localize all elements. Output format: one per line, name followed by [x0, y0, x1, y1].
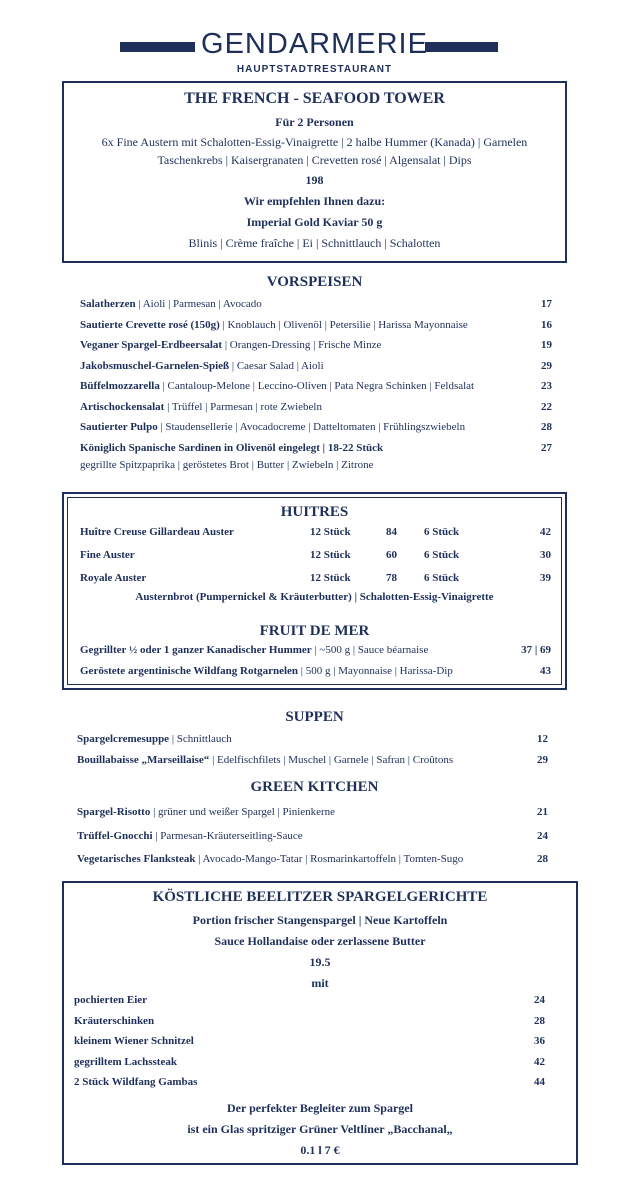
dish-price: 28	[537, 853, 548, 865]
dish-description: | Aioli | Parmesan | Avocado	[135, 298, 262, 310]
dish-price: 27	[541, 441, 552, 454]
dish-description: | Avocado-Mango-Tatar | Rosmarinkartoffeln | Tomten-Sugo	[195, 853, 464, 865]
dish-name: Veganer Spargel-Erdbeersalat	[80, 339, 223, 351]
menu-item	[77, 733, 232, 745]
oyster-price-6: 30	[540, 549, 551, 561]
dish-price: 23	[541, 380, 552, 392]
dish-description: | Orangen-Dressing | Frische Minze	[222, 339, 382, 351]
section-title-huitres: HUITRES	[280, 504, 349, 520]
oyster-qty-6: 6 Stück	[424, 526, 460, 538]
dish-name: Büffelmozzarella	[80, 380, 160, 392]
dish-name: Jakobsmuschel-Garnelen-Spieß	[80, 359, 230, 372]
recommend-heading: Wir empfehlen Ihnen dazu:	[243, 194, 386, 208]
dish-name: kleinem Wiener Schnitzel	[74, 1035, 194, 1047]
section-title-spargel: KÖSTLICHE BEELITZER SPARGELGERICHTE	[152, 889, 488, 905]
dish-name: Sautierter Pulpo	[80, 421, 158, 433]
menu-item	[77, 853, 463, 865]
dish-price: 12	[537, 733, 548, 745]
austernbrot: Austernbrot (Pumpernickel & Kräuterbutter) | Schalotten-Essig-Vinaigrette	[135, 591, 494, 603]
spargel-line1: Portion frischer Stangenspargel | Neue Kartoffeln	[192, 913, 448, 927]
oyster-qty-12: 12 Stück	[310, 549, 351, 561]
menu-item	[77, 830, 303, 842]
dish-description: | Edelfischfilets | Muschel | Garnele | Safran | Croûtons	[209, 754, 454, 766]
spargel-mit: mit	[311, 976, 329, 990]
oyster-price-12: 78	[386, 572, 397, 584]
seafood-tower-line1: 6x Fine Austern mit Schalotten-Essig-Vinaigrette | 2 halbe Hummer (Kanada) | Garnelen	[101, 135, 528, 149]
seafood-tower-box	[62, 81, 567, 263]
dish-name: Trüffel-Gnocchi	[77, 829, 153, 842]
section-title-suppen: SUPPEN	[285, 709, 344, 725]
seafood-box	[62, 492, 567, 690]
seafood-tower-persons: Für 2 Personen	[275, 115, 354, 129]
dish-name: Sautierte Crevette rosé (150g)	[80, 318, 220, 331]
dish-description: | Schnittlauch	[169, 733, 232, 745]
sardinen-sides: gegrillte Spitzpaprika | geröstetes Brot | Butter | Zwiebeln | Zitrone	[80, 459, 374, 471]
dish-name: Spargel-Risotto	[77, 806, 151, 818]
dish-name: 2 Stück Wildfang Gambas	[74, 1076, 198, 1088]
oyster-qty-12: 12 Stück	[310, 572, 351, 584]
seafood-tower-title: THE FRENCH - SEAFOOD TOWER	[184, 90, 445, 107]
dish-price: 24	[534, 994, 545, 1006]
dish-description: | grüner und weißer Spargel | Pinienkerne	[150, 806, 336, 818]
dish-name: Gegrillter ½ oder 1 ganzer Kanadischer Hummer	[80, 644, 312, 656]
seafood-tower-price: 198	[305, 173, 324, 187]
menu-item	[74, 1015, 154, 1027]
dish-price: 16	[541, 318, 552, 331]
dish-description: | Caesar Salad | Aioli	[229, 359, 324, 372]
menu-item	[80, 339, 381, 351]
caviar-item: Imperial Gold Kaviar 50 g	[246, 215, 383, 229]
dish-description: | Knoblauch | Olivenöl | Petersilie | Harissa Mayonnaise	[219, 318, 468, 331]
menu-item	[80, 380, 474, 392]
dish-name: Vegetarisches Flanksteak	[77, 853, 196, 865]
seafood-tower-line2: Taschenkrebs | Kaisergranaten | Crevetten rosé | Algensalat | Dips	[157, 153, 472, 167]
menu-item	[80, 421, 465, 433]
oyster-price-12: 84	[386, 526, 397, 538]
dish-price: 24	[537, 829, 548, 842]
menu-item	[80, 298, 262, 310]
dish-name: Spargelcremesuppe	[77, 733, 170, 745]
menu-item	[80, 360, 324, 372]
dish-price: 17	[541, 298, 552, 310]
dish-name: Geröstete argentinische Wildfang Rotgarnelen	[80, 665, 299, 677]
dish-price: 19	[541, 339, 552, 351]
oyster-price-6: 42	[540, 526, 551, 538]
dish-price: 28	[541, 421, 552, 433]
menu-item	[80, 442, 383, 454]
oyster-qty-6: 6 Stück	[424, 572, 460, 584]
dish-price: 21	[537, 806, 548, 818]
dish-price: 43	[540, 665, 551, 677]
spargel-price: 19.5	[309, 955, 331, 969]
menu-item	[74, 1035, 194, 1047]
dish-description: | Trüffel | Parmesan | rote Zwiebeln	[164, 400, 322, 413]
dish-description: | 500 g | Mayonnaise | Harissa-Dip	[298, 665, 453, 677]
dish-name: pochierten Eier	[74, 994, 148, 1006]
menu-item	[74, 994, 147, 1006]
menu-item	[80, 401, 322, 413]
dish-name: Bouillabaisse „Marseillaise“	[77, 754, 210, 766]
dish-name: gegrilltem Lachssteak	[74, 1055, 177, 1068]
menu-item	[80, 644, 428, 656]
dish-price: 29	[537, 754, 548, 766]
dish-name: Salatherzen	[80, 298, 136, 310]
restaurant-subtitle: HAUPTSTADTRESTAURANT	[236, 64, 393, 75]
wine-line1: Der perfekter Begleiter zum Spargel	[227, 1101, 413, 1115]
restaurant-logo: GENDARMERIE	[201, 28, 428, 60]
oyster-price-6: 39	[540, 572, 551, 584]
wine-line3: 0.1 l 7 €	[300, 1143, 340, 1157]
menu-item	[74, 1056, 177, 1068]
dish-price: 36	[534, 1035, 545, 1047]
section-title-green-kitchen: GREEN KITCHEN	[250, 779, 379, 795]
menu-item	[77, 806, 335, 818]
oyster-qty-12: 12 Stück	[310, 526, 351, 538]
dish-description: | Staudensellerie | Avocadocreme | Datteltomaten | Frühlingszwiebeln	[157, 421, 466, 433]
dish-price: 29	[541, 359, 552, 372]
oyster-qty-6: 6 Stück	[424, 549, 460, 561]
dish-description: | ~500 g | Sauce béarnaise	[311, 644, 429, 656]
oyster-name: Royale Auster	[80, 572, 147, 584]
section-title-fruit-de-mer: FRUIT DE MER	[259, 623, 370, 639]
dish-price: 37 | 69	[521, 644, 551, 656]
dish-price: 42	[534, 1055, 545, 1068]
dish-description: | Parmesan-Kräuterseitling-Sauce	[152, 829, 303, 842]
dish-description: | Cantaloup-Melone | Leccino-Oliven | Pata Negra Schinken | Feldsalat	[159, 380, 475, 392]
oyster-name: Huître Creuse Gillardeau Auster	[80, 526, 234, 538]
dish-price: 22	[541, 400, 552, 413]
dish-name: Königlich Spanische Sardinen in Olivenöl eingelegt | 18-22 Stück	[80, 441, 384, 454]
section-title-vorspeisen: VORSPEISEN	[266, 274, 363, 290]
spargel-line2: Sauce Hollandaise oder zerlassene Butter	[214, 934, 426, 948]
dish-name: Kräuterschinken	[74, 1014, 155, 1027]
dish-price: 28	[534, 1014, 545, 1027]
menu-item	[77, 754, 453, 766]
menu-item	[80, 319, 468, 331]
dish-name: Artischockensalat	[80, 400, 165, 413]
oyster-name: Fine Auster	[80, 549, 135, 561]
oyster-price-12: 60	[386, 549, 397, 561]
menu-item	[80, 665, 453, 677]
caviar-sides: Blinis | Crème fraîche | Ei | Schnittlauch | Schalotten	[188, 236, 441, 250]
wine-line2: ist ein Glas spritziger Grüner Veltliner „Bacchanal„	[187, 1122, 453, 1136]
dish-price: 44	[534, 1076, 545, 1088]
menu-item	[74, 1076, 197, 1088]
